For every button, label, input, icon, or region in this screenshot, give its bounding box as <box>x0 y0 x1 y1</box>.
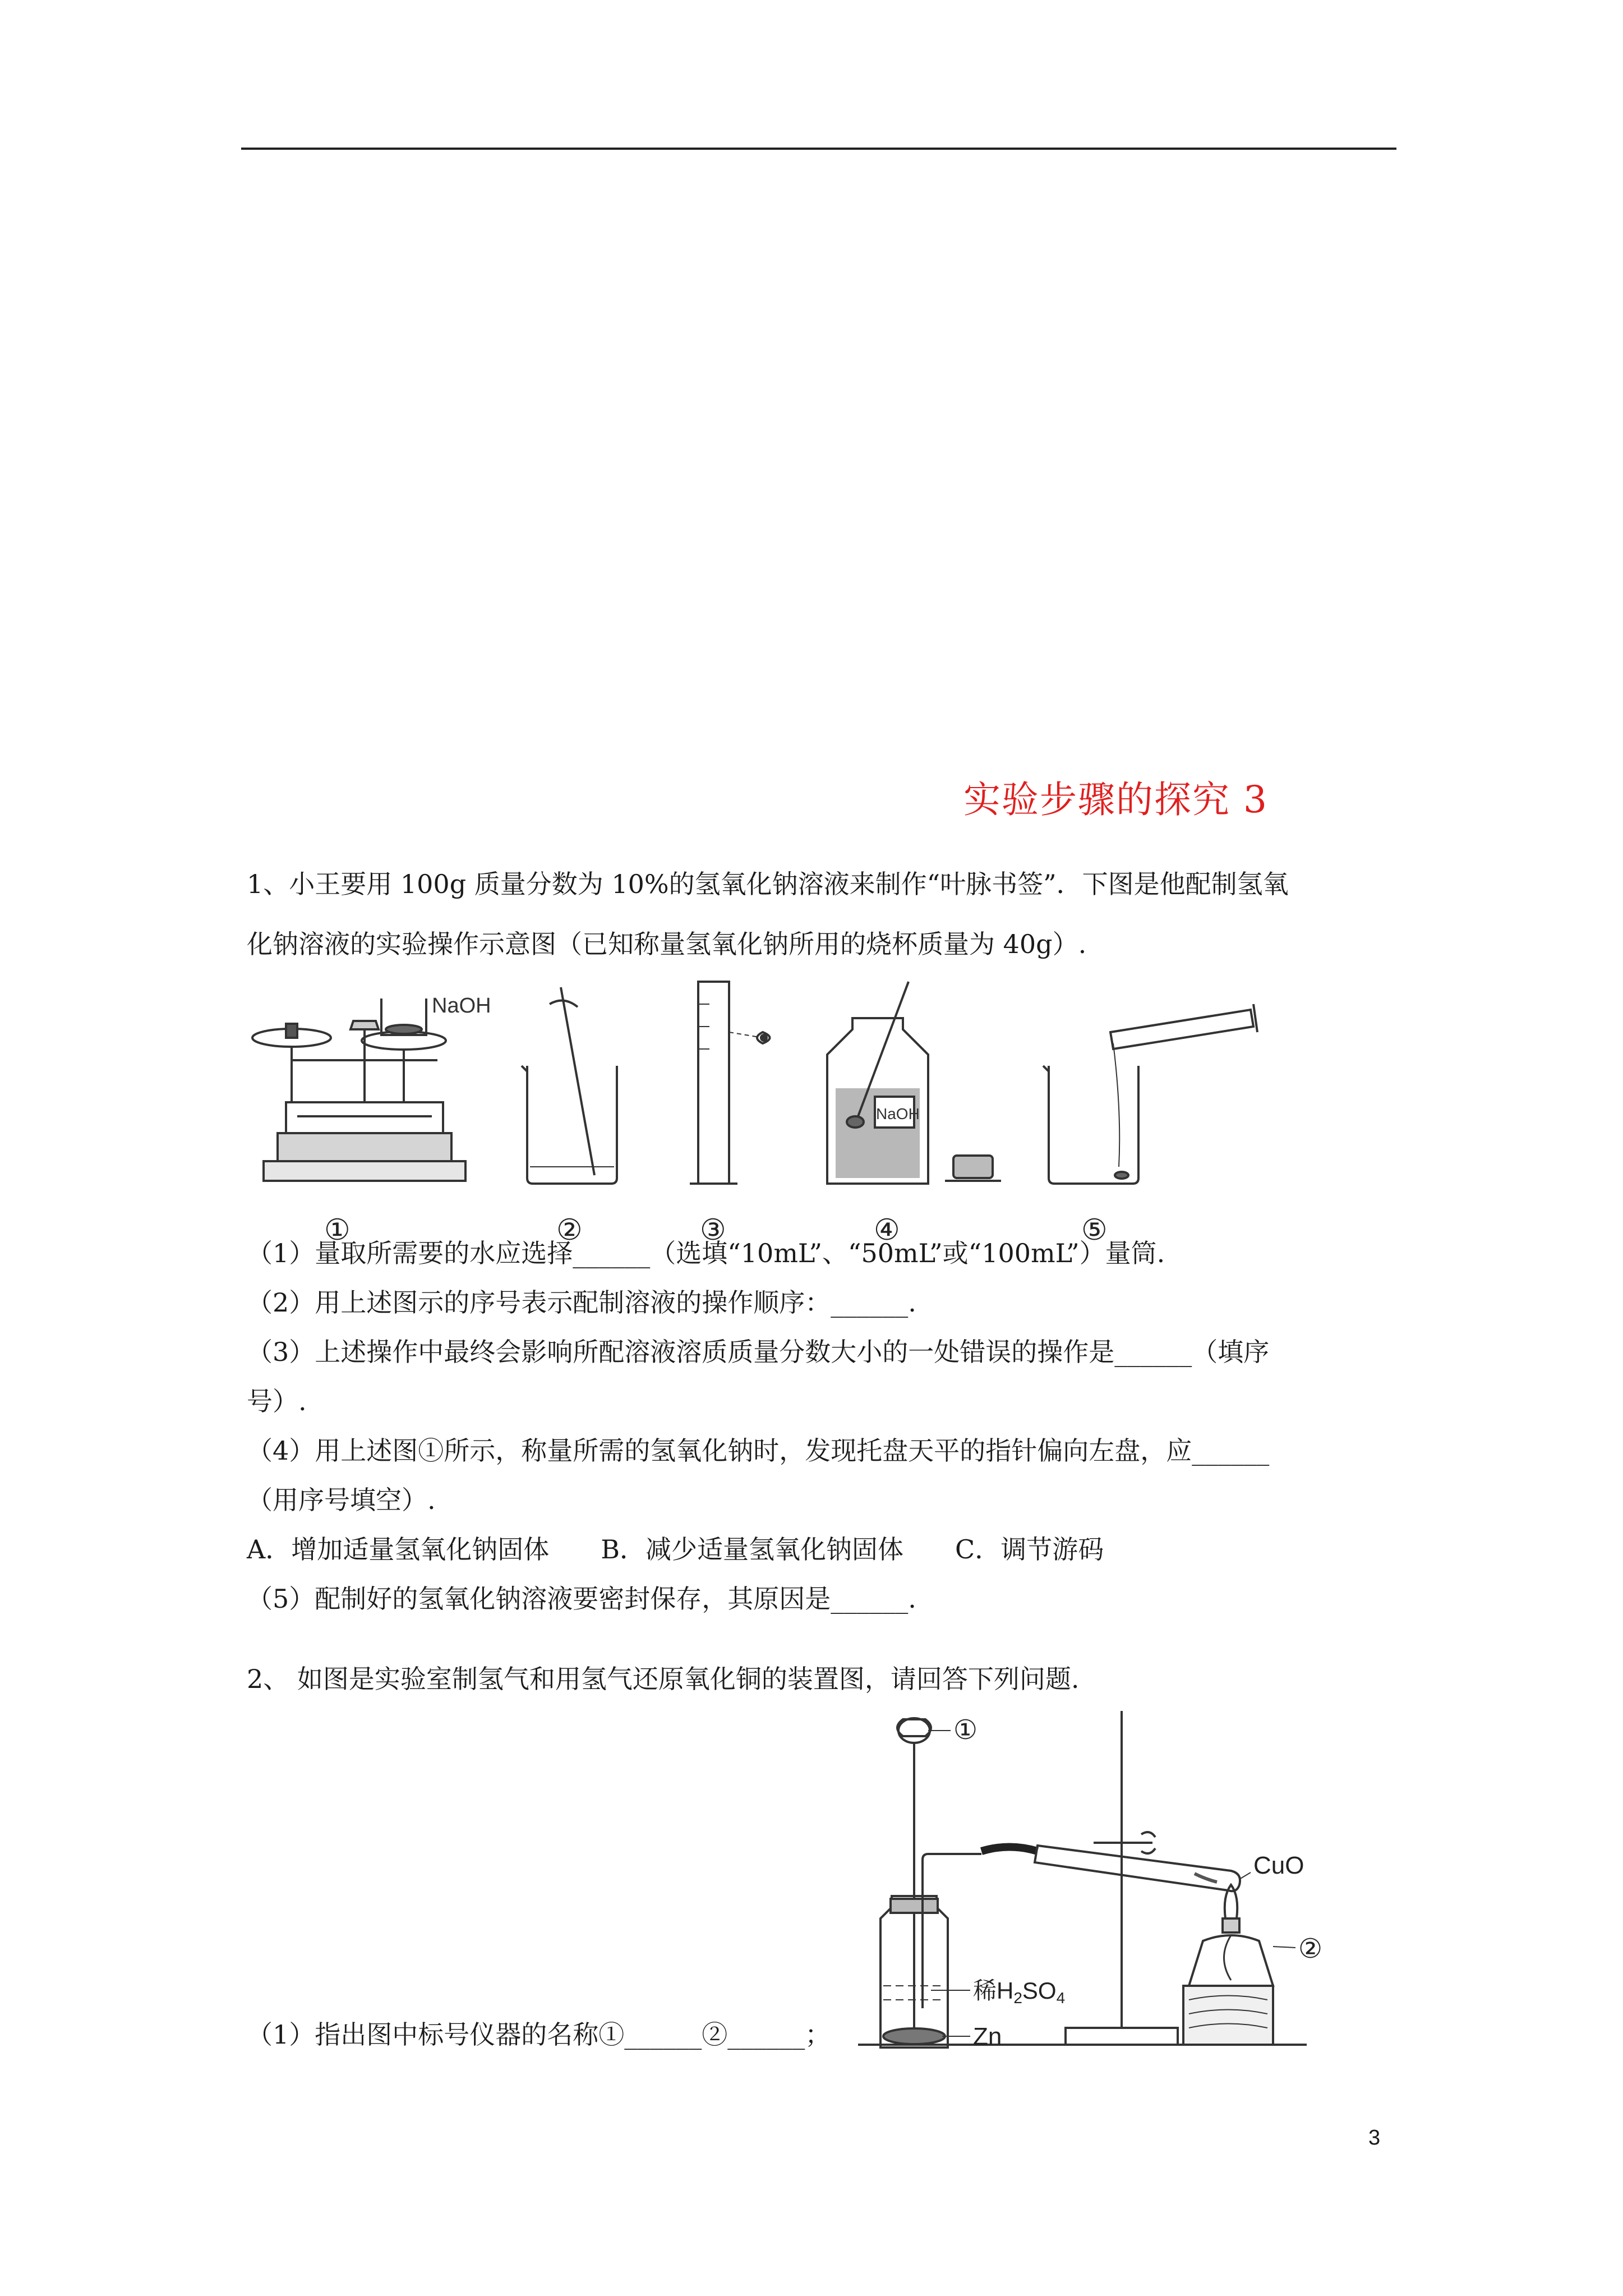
test-tube-icon <box>1035 1846 1240 1891</box>
q2-part1: （1）指出图中标号仪器的名称①______②______； <box>247 2019 831 2050</box>
balance-icon <box>252 999 465 1181</box>
fig-label-5: ⑤ <box>1081 1214 1108 1246</box>
q1-part4-line1: （4）用上述图①所示，称量所需的氢氧化钠时，发现托盘天平的指针偏向左盘，应______ <box>247 1435 1270 1466</box>
header-rule <box>241 148 1396 150</box>
acid-label: 稀H2SO4 <box>973 1977 1066 2007</box>
measuring-cylinder-icon <box>690 982 770 1184</box>
q2-stem: 2、 如图是实验室制氢气和用氢气还原氧化铜的装置图，请回答下列问题. <box>247 1664 1080 1694</box>
pouring-icon <box>1043 1004 1257 1184</box>
q1-options: A．增加适量氢氧化钠固体 B．减少适量氢氧化钠固体 C．调节游码 <box>247 1534 1104 1565</box>
q1-stem-line1: 1、小王要用 100g 质量分数为 10%的氢氧化钠溶液来制作“叶脉书签”．下图是他配制氢氧 <box>247 869 1289 899</box>
q2-figure <box>858 1694 1396 2059</box>
cuo-label: CuO <box>1253 1852 1304 1879</box>
fig-label-1: ① <box>324 1214 351 1246</box>
iron-stand-icon <box>1066 1711 1178 2045</box>
page-title: 实验步骤的探究 3 <box>963 778 1268 821</box>
fig-label-2: ② <box>556 1214 583 1246</box>
alcohol-lamp-icon <box>1183 1885 1273 2045</box>
zn-label: Zn <box>973 2023 1002 2050</box>
fig-label-3: ③ <box>700 1214 726 1246</box>
page-number: 3 <box>1368 2126 1381 2150</box>
q1-part1: （1）量取所需要的水应选择______（选填“10mL”、“50mL”或“100mL”）量筒. <box>247 1238 1165 1268</box>
q1-part4-line2: （用序号填空）. <box>247 1485 436 1515</box>
naoh-label-2: NaOH <box>876 1105 920 1122</box>
beaker-stirring-icon <box>522 987 617 1184</box>
q1-part5: （5）配制好的氢氧化钠溶液要密封保存，其原因是______. <box>247 1584 916 1614</box>
fig2-label-1: ① <box>953 1715 978 1745</box>
fig-label-4: ④ <box>874 1214 900 1246</box>
reagent-bottle-icon <box>827 982 1001 1184</box>
q1-part3-line2: 号）. <box>247 1386 307 1416</box>
fig2-label-2: ② <box>1298 1934 1323 1964</box>
thistle-funnel-icon <box>897 1718 931 2031</box>
naoh-label-1: NaOH <box>432 994 491 1018</box>
q1-figure <box>247 976 1262 1257</box>
q1-part2: （2）用上述图示的序号表示配制溶液的操作顺序：______. <box>247 1287 916 1318</box>
q1-part3-line1: （3）上述操作中最终会影响所配溶液溶质质量分数大小的一处错误的操作是______（填序 <box>247 1337 1270 1367</box>
q1-stem-line2: 化钠溶液的实验操作示意图（已知称量氢氧化钠所用的烧杯质量为 40g）. <box>247 929 1087 959</box>
